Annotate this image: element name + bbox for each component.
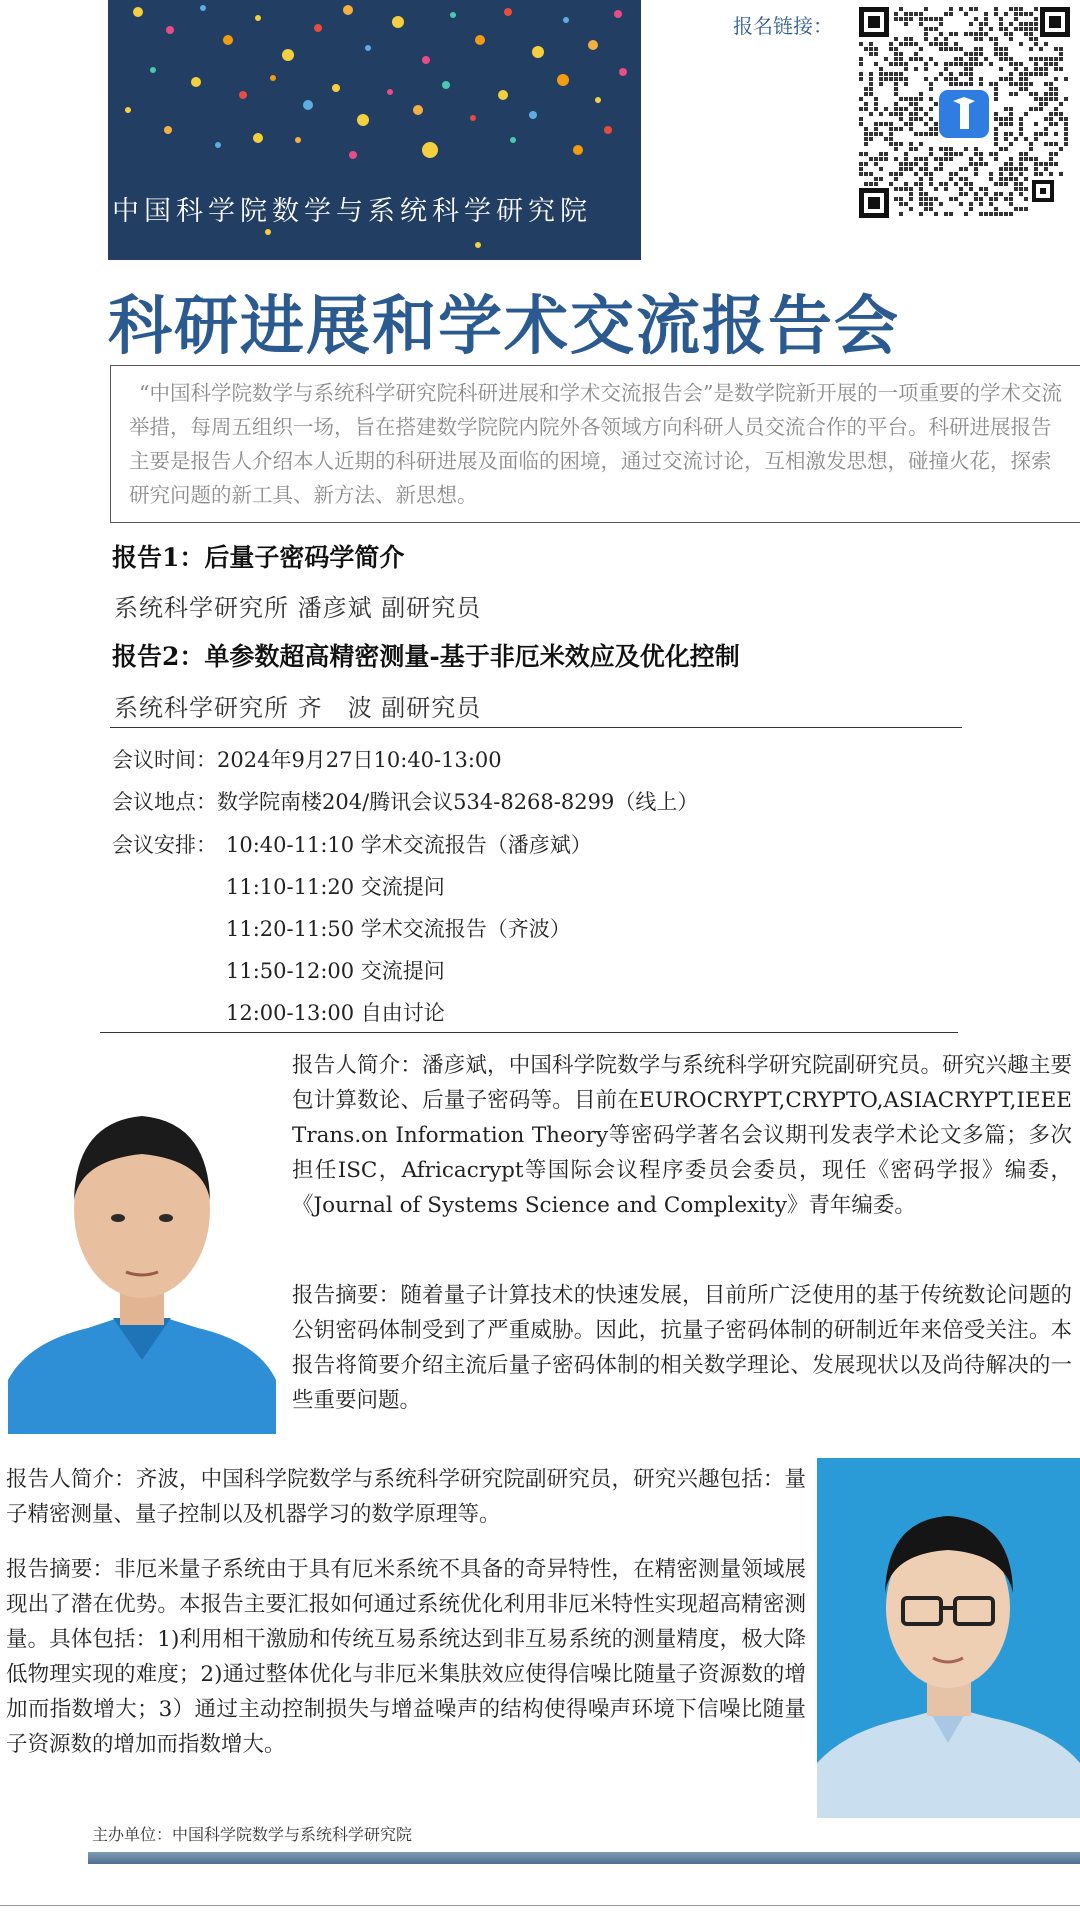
divider <box>110 727 962 728</box>
speaker-2-bio: 报告人简介：齐波，中国科学院数学与系统科学研究院副研究员，研究兴趣包括：量子精密测量、量子控制以及机器学习的数学原理等。 <box>6 1467 806 1527</box>
divider <box>0 1905 1080 1906</box>
registration-label: 报名链接： <box>733 14 833 38</box>
speaker-1-photo <box>8 1050 276 1434</box>
qr-code-icon[interactable] <box>857 5 1072 220</box>
meeting-schedule-label: 会议安排： <box>112 833 217 857</box>
footer-organizer: 主办单位：中国科学院数学与系统科学研究院 <box>92 1825 413 1844</box>
schedule-item: 10:40-11:10 学术交流报告（潘彦斌） <box>226 833 592 857</box>
page-title: 科研进展和学术交流报告会 <box>108 290 900 364</box>
schedule-item: 11:20-11:50 学术交流报告（齐波） <box>226 917 571 941</box>
banner-institute-name: 中国科学院数学与系统科学研究院 <box>112 196 592 227</box>
meeting-location: 会议地点：数学院南楼204/腾讯会议534-8268-8299（线上） <box>112 790 699 814</box>
report-2-speaker: 系统科学研究所 齐 波 副研究员 <box>114 694 482 722</box>
intro-box <box>110 365 1080 523</box>
schedule-item: 12:00-13:00 自由讨论 <box>226 1001 445 1025</box>
footer-bar <box>88 1852 1080 1864</box>
report-1-title: 报告1：后量子密码学简介 <box>112 543 405 572</box>
speaker-1-bio: 报告人简介：潘彦斌，中国科学院数学与系统科学研究院副研究员。研究兴趣主要包计算数论、后量子密码等。目前在EUROCRYPT,CRYPTO,ASIACRYPT,IEEE Trans.on Information Theory等密码学著名会议期刊发表学术论文多篇；多次担任ISC，Africacrypt等国际会议程序委员会委员，现任《密码学报》编委，《Journal of Systems Science and Complexity》青年编委。 <box>292 1053 1072 1218</box>
meeting-time: 会议时间：2024年9月27日10:40-13:00 <box>112 748 502 772</box>
speaker-1-abstract: 报告摘要：随着量子计算技术的快速发展，目前所广泛使用的基于传统数论问题的公钥密码体制受到了严重威胁。因此，抗量子密码体制的研制近年来倍受关注。本报告将简要介绍主流后量子密码体制的相关数学理论、发展现状以及尚待解决的一些重要问题。 <box>292 1283 1072 1413</box>
intro-text: “中国科学院数学与系统科学研究院科研进展和学术交流报告会”是数学院新开展的一项重要的学术交流举措，每周五组织一场，旨在搭建数学院院内院外各领域方向科研人员交流合作的平台。科研进展报告主要是报告人介绍本人近期的科研进展及面临的困境，通过交流讨论，互相激发思想，碰撞火花，探索研究问题的新工具、新方法、新思想。 <box>129 381 1062 507</box>
report-1-speaker: 系统科学研究所 潘彦斌 副研究员 <box>114 594 482 622</box>
divider <box>100 1032 958 1033</box>
report-2-title: 报告2：单参数超高精密测量-基于非厄米效应及优化控制 <box>112 642 740 671</box>
header-banner <box>108 0 641 260</box>
schedule-item: 11:50-12:00 交流提问 <box>226 959 445 983</box>
schedule-item: 11:10-11:20 交流提问 <box>226 875 445 899</box>
speaker-2-photo <box>817 1458 1080 1818</box>
speaker-2-abstract: 报告摘要：非厄米量子系统由于具有厄米系统不具备的奇异特性，在精密测量领域展现出了潜在优势。本报告主要汇报如何通过系统优化利用非厄米特性实现超高精密测量。具体包括：1)利用相干激励和传统互易系统达到非互易系统的测量精度，极大降低物理实现的难度；2)通过整体优化与非厄米集肤效应使得信噪比随量子资源数的增加而指数增大；3）通过主动控制损失与增益噪声的结构使得噪声环境下信噪比随量子资源数的增加而指数增大。 <box>6 1557 806 1757</box>
